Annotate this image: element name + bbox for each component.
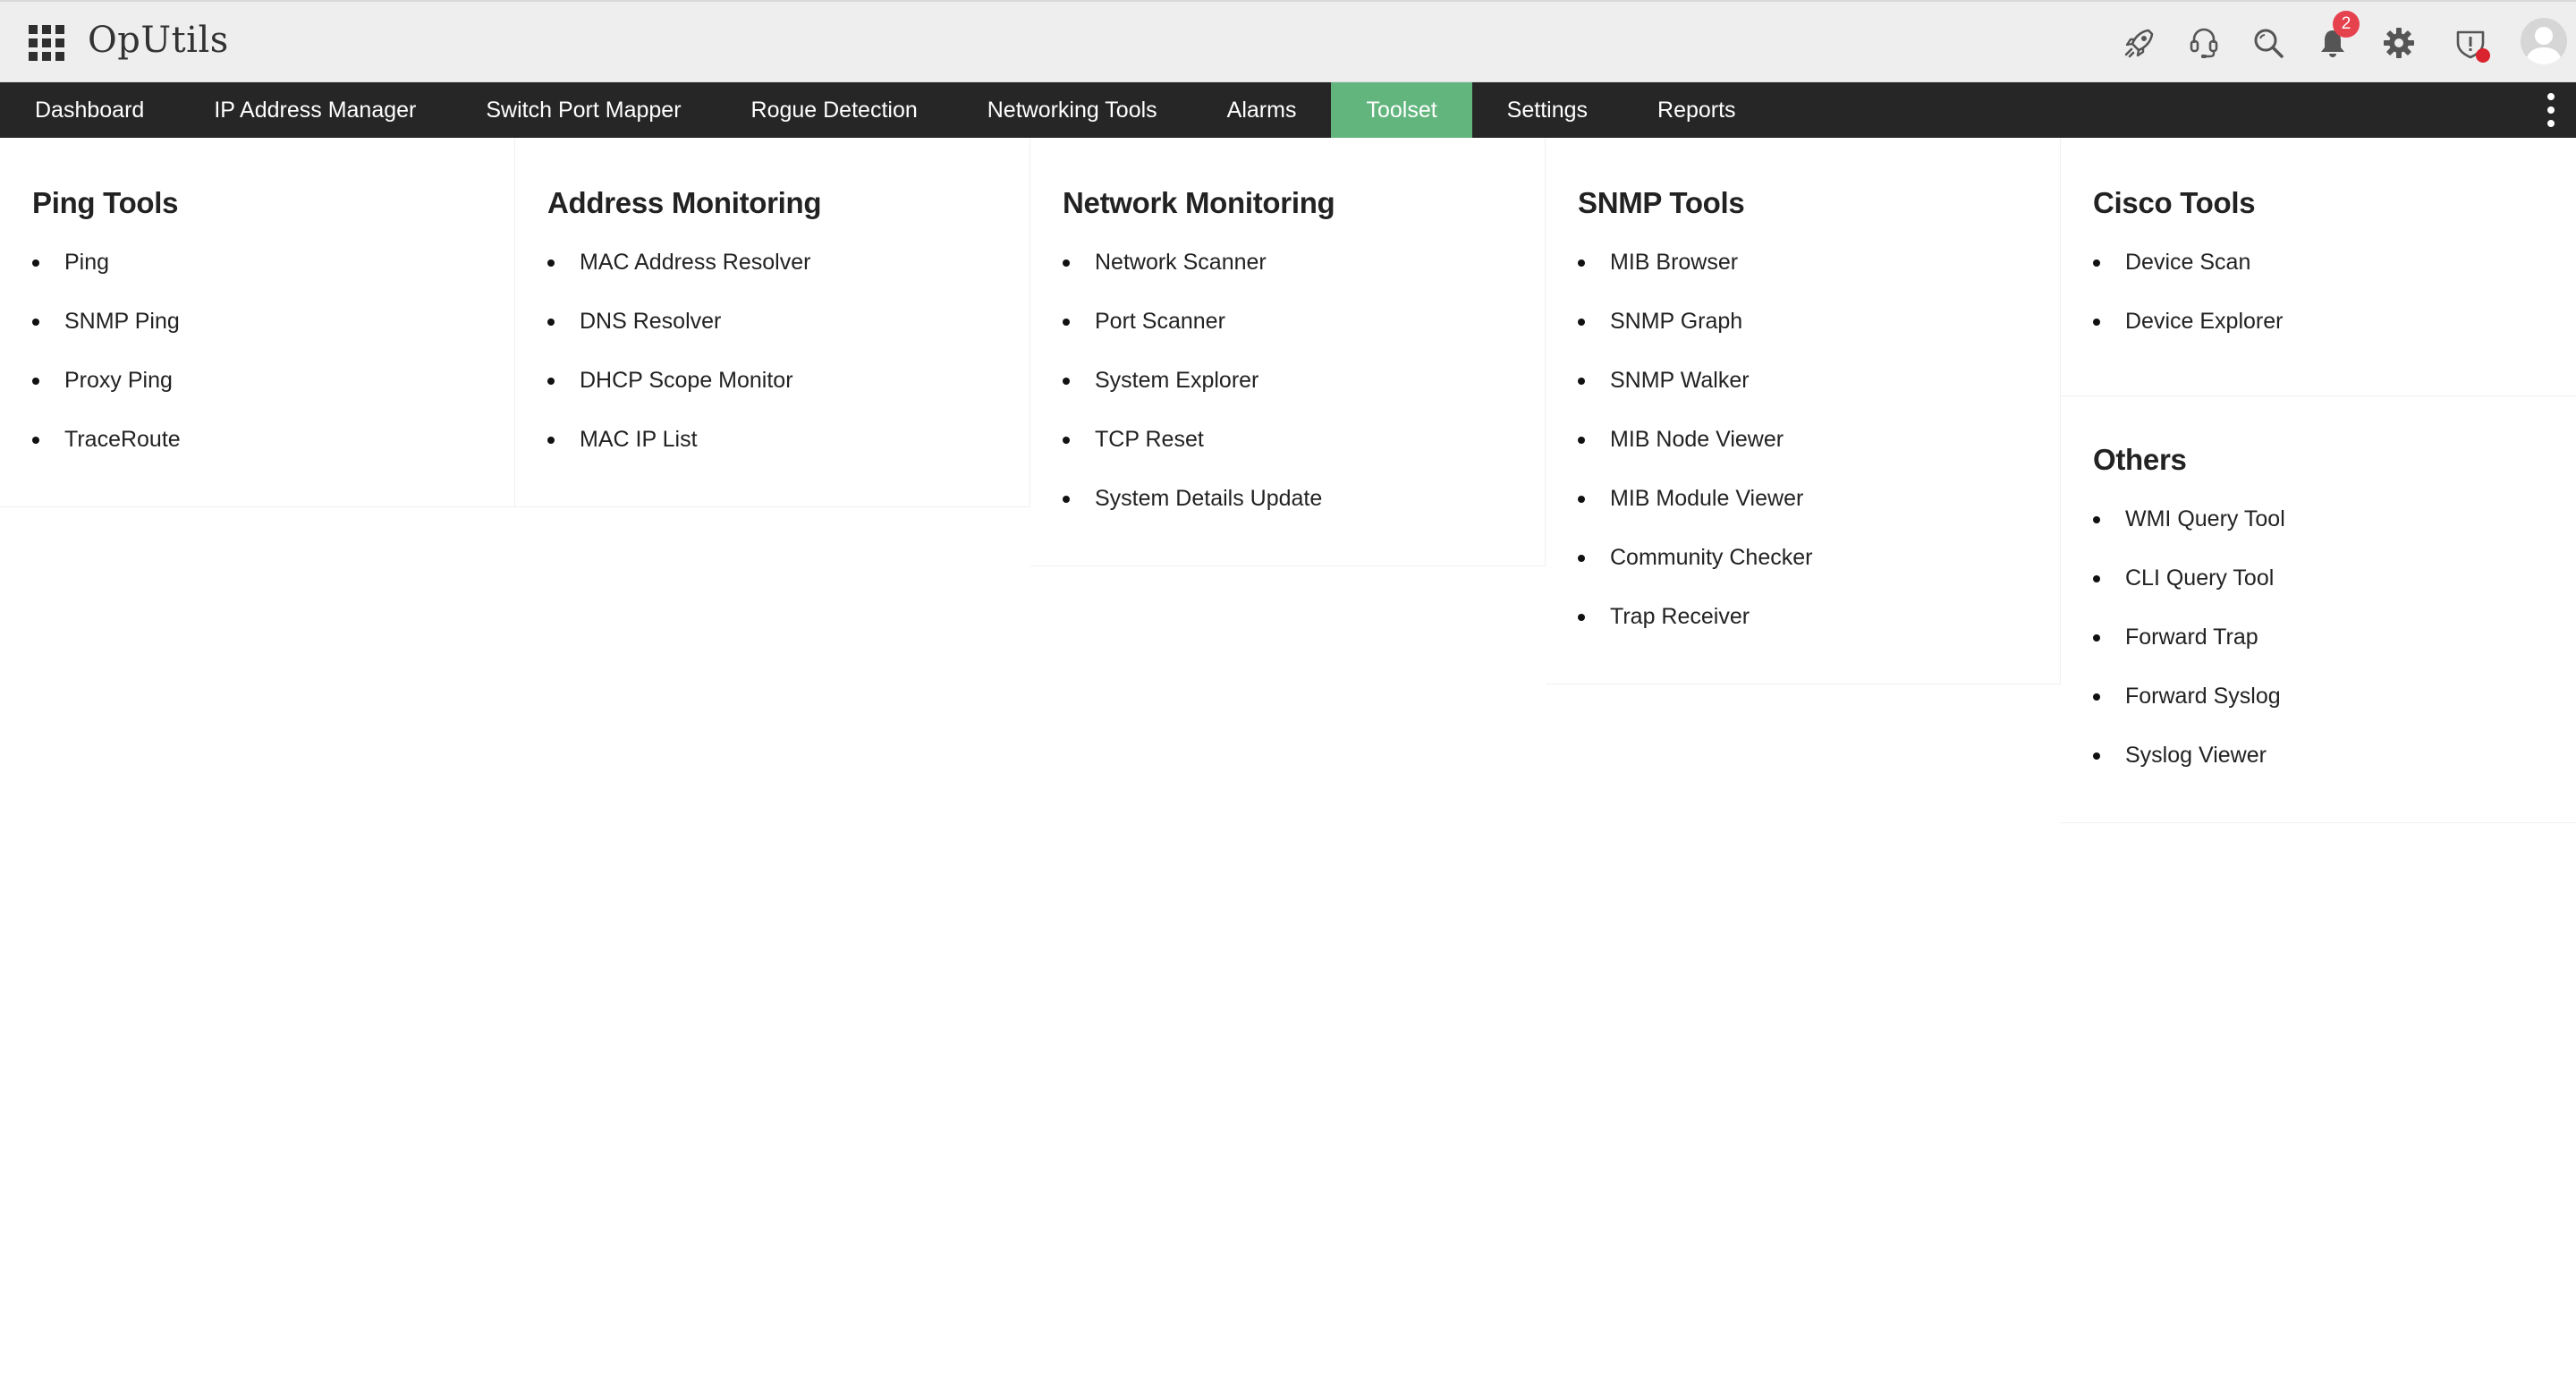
menu-item-mac-ip-list[interactable]: MAC IP List (547, 410, 997, 469)
menu-item-mac-address-resolver[interactable]: MAC Address Resolver (547, 233, 997, 292)
menu-item-trap-receiver[interactable]: Trap Receiver (1578, 587, 2028, 646)
user-avatar[interactable] (2521, 18, 2567, 64)
top-header (0, 0, 2576, 82)
menu-item-system-details-update[interactable]: System Details Update (1063, 469, 1513, 528)
nav-rogue-detection[interactable]: Rogue Detection (750, 97, 918, 123)
address-monitoring-column (515, 138, 1030, 507)
menu-item-traceroute[interactable]: TraceRoute (32, 410, 482, 469)
menu-item-cli-query-tool[interactable]: CLI Query Tool (2093, 548, 2544, 608)
menu-item-ping[interactable]: Ping (32, 233, 482, 292)
section-title: Address Monitoring (547, 186, 822, 219)
security-shield-icon[interactable] (2449, 21, 2492, 64)
rocket-icon[interactable] (2118, 21, 2161, 64)
menu-item-community-checker[interactable]: Community Checker (1578, 528, 2028, 587)
menu-item-system-explorer[interactable]: System Explorer (1063, 351, 1513, 410)
menu-item-dhcp-scope-monitor[interactable]: DHCP Scope Monitor (547, 351, 997, 410)
network-monitoring-column (1030, 138, 1546, 566)
nav-settings[interactable]: Settings (1506, 97, 1589, 123)
menu-item-device-scan[interactable]: Device Scan (2093, 233, 2544, 292)
main-nav (0, 82, 2576, 138)
network-monitoring-section (1030, 138, 1545, 565)
menu-item-forward-trap[interactable]: Forward Trap (2093, 608, 2544, 667)
menu-item-snmp-ping[interactable]: SNMP Ping (32, 292, 482, 351)
app-title: OpUtils (88, 20, 229, 61)
menu-item-syslog-viewer[interactable]: Syslog Viewer (2093, 726, 2544, 785)
snmp-tools-section (1546, 138, 2060, 684)
menu-item-device-explorer[interactable]: Device Explorer (2093, 292, 2544, 351)
menu-item-wmi-query-tool[interactable]: WMI Query Tool (2093, 489, 2544, 548)
menu-item-snmp-walker[interactable]: SNMP Walker (1578, 351, 2028, 410)
nav-ip-address-manager[interactable]: IP Address Manager (214, 97, 417, 123)
search-icon[interactable] (2247, 21, 2290, 64)
nav-toolset[interactable]: Toolset (1331, 82, 1471, 138)
section-title: Network Monitoring (1063, 186, 1335, 219)
gear-icon[interactable] (2377, 21, 2420, 64)
nav-networking-tools[interactable]: Networking Tools (987, 97, 1157, 123)
nav-dashboard[interactable]: Dashboard (35, 97, 145, 123)
menu-item-mib-node-viewer[interactable]: MIB Node Viewer (1578, 410, 2028, 469)
menu-item-network-scanner[interactable]: Network Scanner (1063, 233, 1513, 292)
section-title: Cisco Tools (2093, 186, 2256, 219)
app-grid-icon[interactable] (29, 25, 64, 61)
menu-item-mib-browser[interactable]: MIB Browser (1578, 233, 2028, 292)
section-title: SNMP Tools (1578, 186, 1745, 219)
notifications-badge: 2 (2333, 11, 2360, 38)
menu-item-forward-syslog[interactable]: Forward Syslog (2093, 667, 2544, 726)
notifications-bell-icon[interactable] (2311, 14, 2354, 64)
section-title: Others (2093, 443, 2187, 476)
menu-item-port-scanner[interactable]: Port Scanner (1063, 292, 1513, 351)
cisco-and-others-column (2061, 138, 2576, 823)
address-monitoring-section (515, 138, 1030, 506)
menu-item-mib-module-viewer[interactable]: MIB Module Viewer (1578, 469, 2028, 528)
nav-alarms[interactable]: Alarms (1226, 97, 1297, 123)
section-title: Ping Tools (32, 186, 179, 219)
others-section (2061, 395, 2576, 822)
menu-item-proxy-ping[interactable]: Proxy Ping (32, 351, 482, 410)
menu-item-snmp-graph[interactable]: SNMP Graph (1578, 292, 2028, 351)
nav-reports[interactable]: Reports (1657, 97, 1736, 123)
menu-item-tcp-reset[interactable]: TCP Reset (1063, 410, 1513, 469)
support-headset-icon[interactable] (2182, 21, 2225, 64)
ping-tools-section (0, 138, 514, 506)
ping-tools-column (0, 138, 515, 507)
more-menu-icon[interactable] (2542, 93, 2560, 127)
security-alert-dot (2476, 48, 2490, 63)
cisco-tools-section (2061, 138, 2576, 395)
snmp-tools-column (1546, 138, 2061, 684)
nav-switch-port-mapper[interactable]: Switch Port Mapper (486, 97, 682, 123)
menu-item-dns-resolver[interactable]: DNS Resolver (547, 292, 997, 351)
